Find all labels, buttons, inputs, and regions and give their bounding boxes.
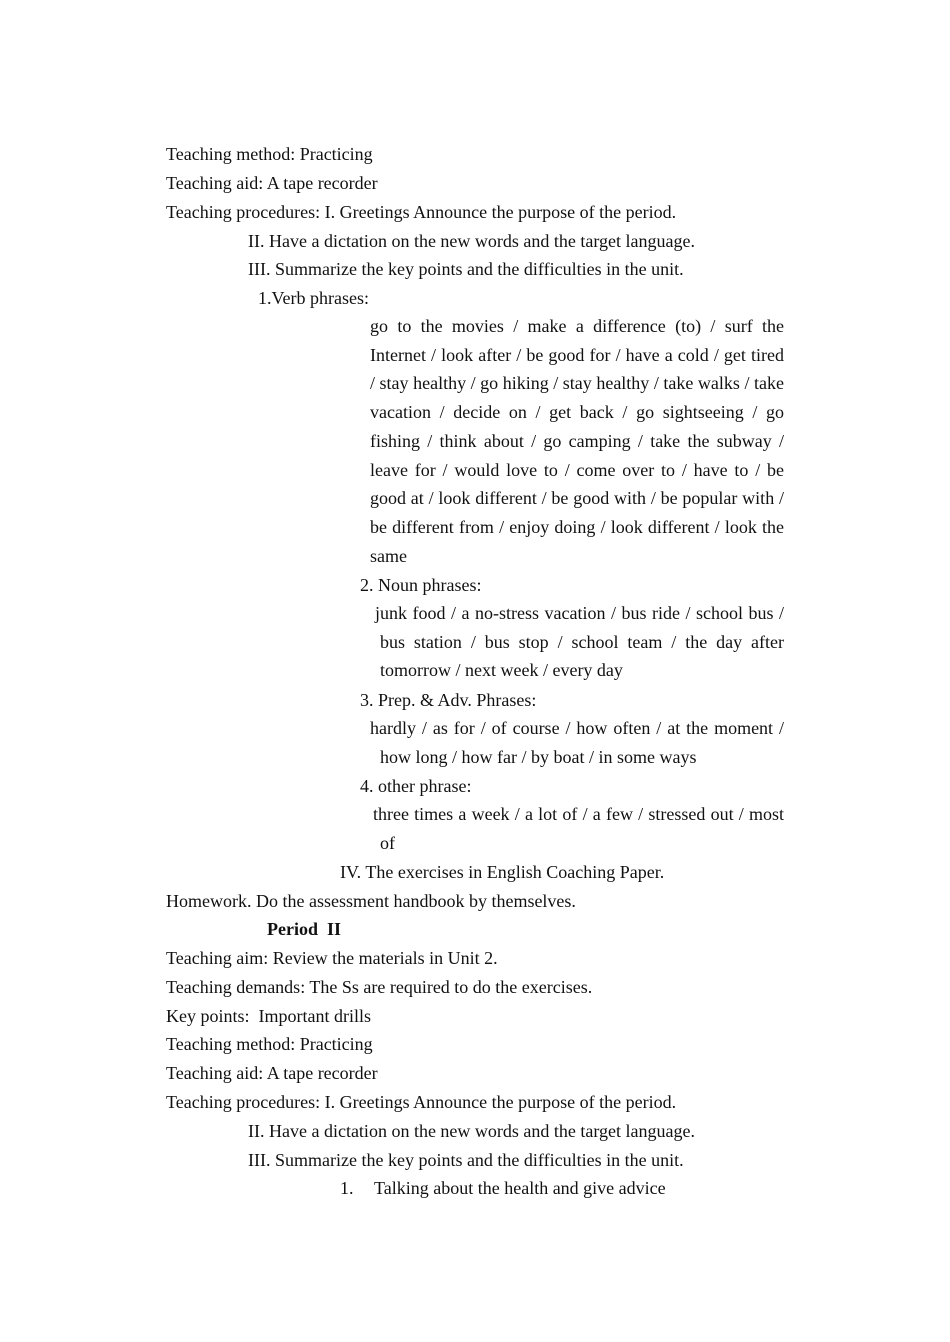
teaching-aid: Teaching aid: A tape recorder (166, 173, 378, 193)
noun-phrases-heading: 2. Noun phrases: (360, 575, 482, 595)
numbered-item-1 (340, 1177, 666, 1199)
teaching-method: Teaching method: Practicing (166, 144, 373, 164)
teaching-aim: Teaching aim: Review the materials in Unit 2. (166, 948, 498, 968)
item-number: 1. (340, 1178, 354, 1198)
procedure-step-4: IV. The exercises in English Coaching Paper. (340, 862, 665, 882)
noun-phrases-list: junk food / a no-stress vacation / bus ride / school bus / bus station / bus stop / school team / the day after tomorrow / next week / every day (375, 603, 784, 681)
teaching-aid-2: Teaching aid: A tape recorder (166, 1063, 378, 1083)
teaching-procedures: Teaching procedures: I. Greetings Announce the purpose of the period. (166, 202, 677, 222)
other-phrase-list: three times a week / a lot of / a few / stressed out / most of (373, 804, 784, 853)
procedure-step-3-b: III. Summarize the key points and the difficulties in the unit. (248, 1150, 684, 1170)
procedure-step-3: III. Summarize the key points and the difficulties in the unit. (248, 259, 684, 279)
item-text: Talking about the health and give advice (374, 1178, 666, 1198)
period-2-title: Period II (267, 919, 341, 939)
procedure-step-2: II. Have a dictation on the new words and the target language. (248, 231, 696, 251)
prep-adv-phrases-heading: 3. Prep. & Adv. Phrases: (360, 690, 537, 710)
teaching-procedures-2: Teaching procedures: I. Greetings Announce the purpose of the period. (166, 1092, 677, 1112)
teaching-demands: Teaching demands: The Ss are required to do the exercises. (166, 977, 593, 997)
procedure-step-2-b: II. Have a dictation on the new words and the target language. (248, 1121, 696, 1141)
teaching-method-2: Teaching method: Practicing (166, 1034, 373, 1054)
key-points: Key points: Important drills (166, 1006, 371, 1026)
other-phrase-heading: 4. other phrase: (360, 776, 472, 796)
homework: Homework. Do the assessment handbook by themselves. (166, 891, 576, 911)
verb-phrases-heading: 1.Verb phrases: (258, 288, 369, 308)
prep-adv-phrases-list: hardly / as for / of course / how often / at the moment / how long / how far / by boat / in some ways (370, 718, 784, 767)
verb-phrases-list: go to the movies / make a difference (to) / surf the Internet / look after / be good for / have a cold / get tired / stay healthy / go hiking / stay healthy / take walks / take vacation / decide on / get back / go sightseeing / go fishing / think about / go camping / take the subway / leave for / would love to / come over to / have to / be good at / look different / be good with / be popular with / be different from / enjoy doing / look different / look the same (370, 316, 784, 566)
